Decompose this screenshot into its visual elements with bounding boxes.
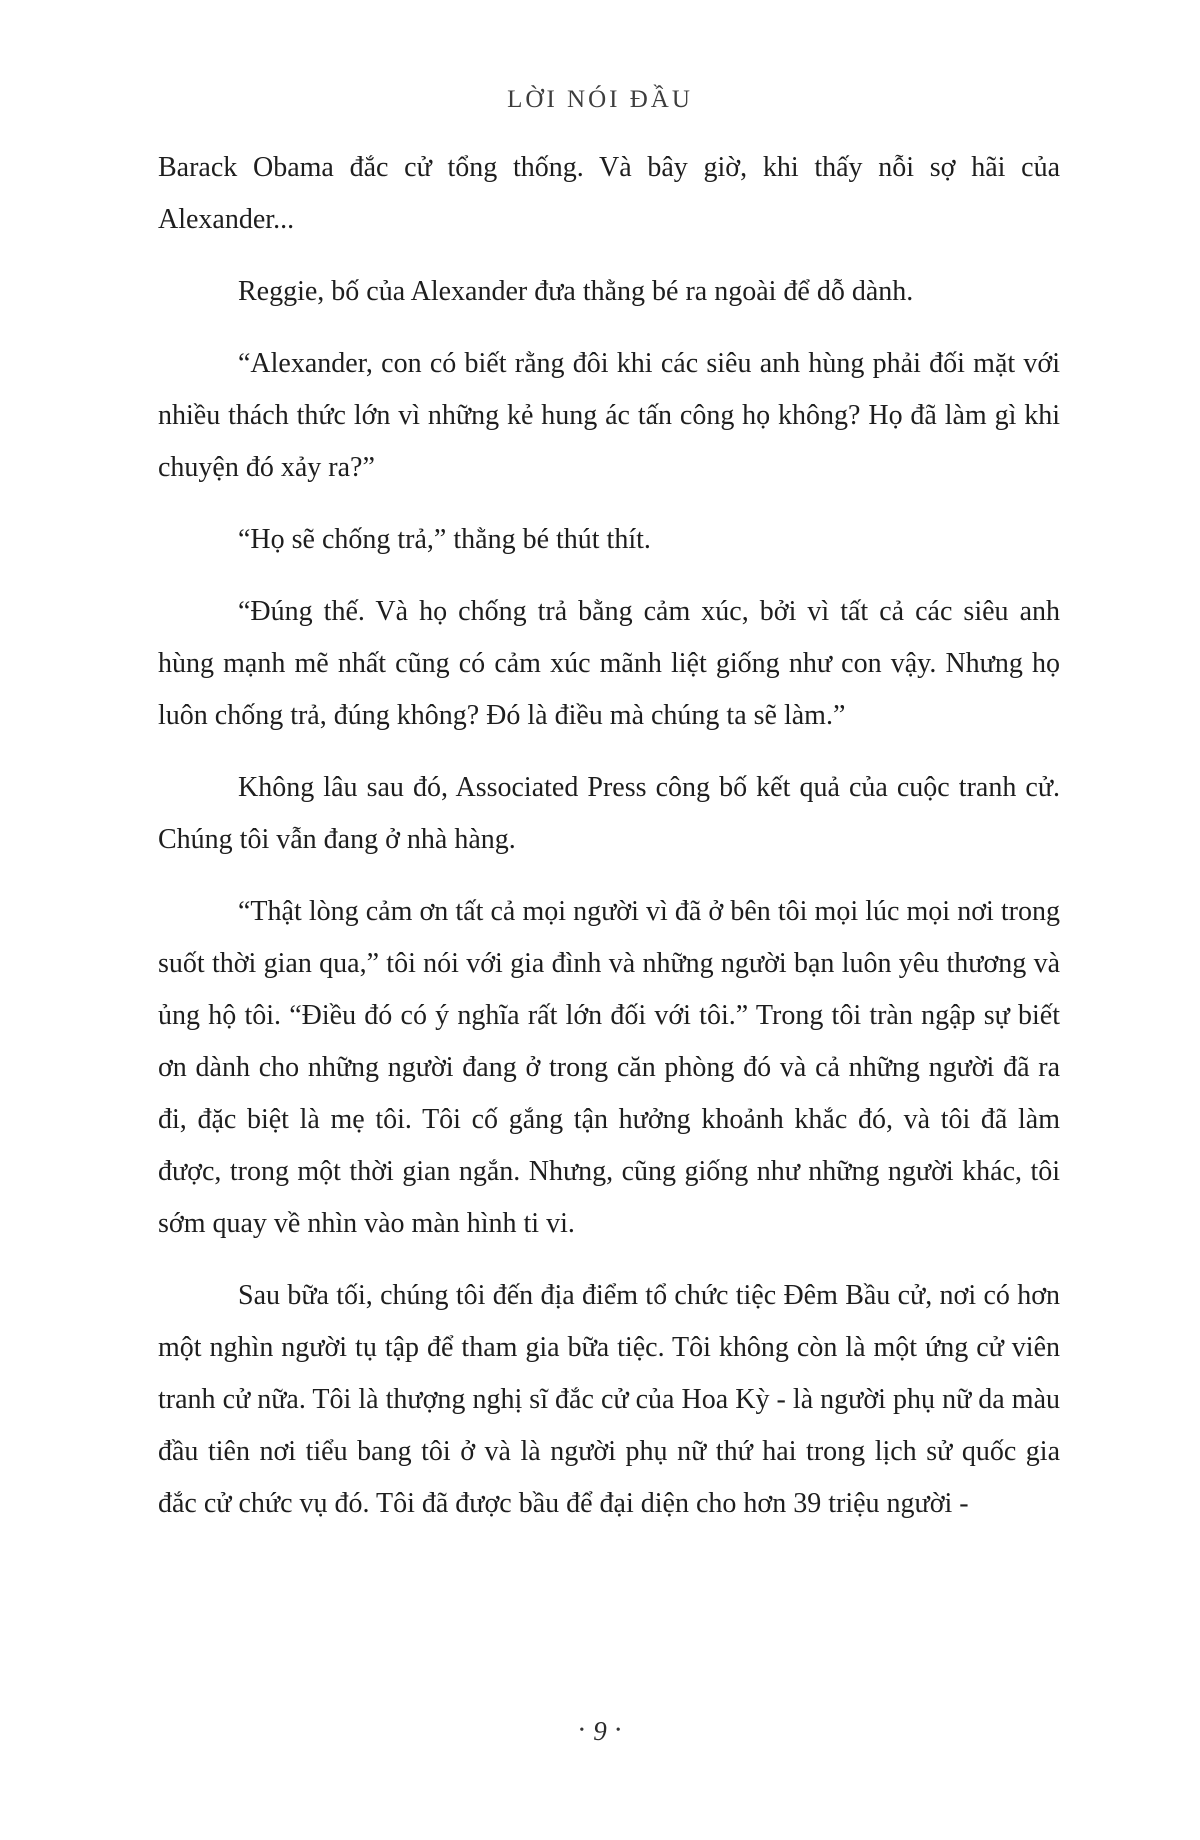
body-paragraph: Không lâu sau đó, Associated Press công bố kết quả của cuộc tranh cử. Chúng tôi vẫn đang ở nhà hàng. xyxy=(158,772,1060,855)
body-paragraph: Barack Obama đắc cử tổng thống. Và bây giờ, khi thấy nỗi sợ hãi của Alexander... xyxy=(158,152,1060,235)
page-number-right-dot: • xyxy=(615,1723,621,1738)
body-paragraph: Sau bữa tối, chúng tôi đến địa điểm tổ chức tiệc Đêm Bầu cử, nơi có hơn một nghìn người tụ tập để tham gia bữa tiệc. Tôi không còn là một ứng cử viên tranh cử nữa. Tôi là thượng nghị sĩ đắc cử của Hoa Kỳ - là người phụ nữ da màu đầu tiên nơi tiểu bang tôi ở và là người phụ nữ thứ hai trong lịch sử quốc gia đắc cử chức vụ đó. Tôi đã được bầu để đại diện cho hơn 39 triệu người - xyxy=(158,1280,1060,1519)
body-paragraph: “Đúng thế. Và họ chống trả bằng cảm xúc, bởi vì tất cả các siêu anh hùng mạnh mẽ nhất cũng có cảm xúc mãnh liệt giống như con vậy. Nhưng họ luôn chống trả, đúng không? Đó là điều mà chúng ta sẽ làm.” xyxy=(158,596,1060,731)
body-paragraph: “Alexander, con có biết rằng đôi khi các siêu anh hùng phải đối mặt với nhiều thách thức lớn vì những kẻ hung ác tấn công họ không? Họ đã làm gì khi chuyện đó xảy ra?” xyxy=(158,348,1060,483)
body-paragraph: Reggie, bố của Alexander đưa thằng bé ra ngoài để dỗ dành. xyxy=(238,276,914,307)
page-number-left-dot: • xyxy=(579,1723,585,1738)
body-paragraph: “Họ sẽ chống trả,” thằng bé thút thít. xyxy=(238,524,651,555)
body-paragraph: “Thật lòng cảm ơn tất cả mọi người vì đã ở bên tôi mọi lúc mọi nơi trong suốt thời gian qua,” tôi nói với gia đình và những người bạn luôn yêu thương và ủng hộ tôi. “Điều đó có ý nghĩa rất lớn đối với tôi.” Trong tôi tràn ngập sự biết ơn dành cho những người đang ở trong căn phòng đó và cả những người đã ra đi, đặc biệt là mẹ tôi. Tôi cố gắng tận hưởng khoảnh khắc đó, và tôi đã làm được, trong một thời gian ngắn. Nhưng, cũng giống như những người khác, tôi sớm quay về nhìn vào màn hình ti vi. xyxy=(158,896,1060,1239)
page-number-value: 9 xyxy=(593,1716,607,1746)
page-number xyxy=(0,1716,1200,1747)
body-text-block xyxy=(158,142,1060,1550)
chapter-running-head: LỜI NÓI ĐẦU xyxy=(507,86,693,113)
